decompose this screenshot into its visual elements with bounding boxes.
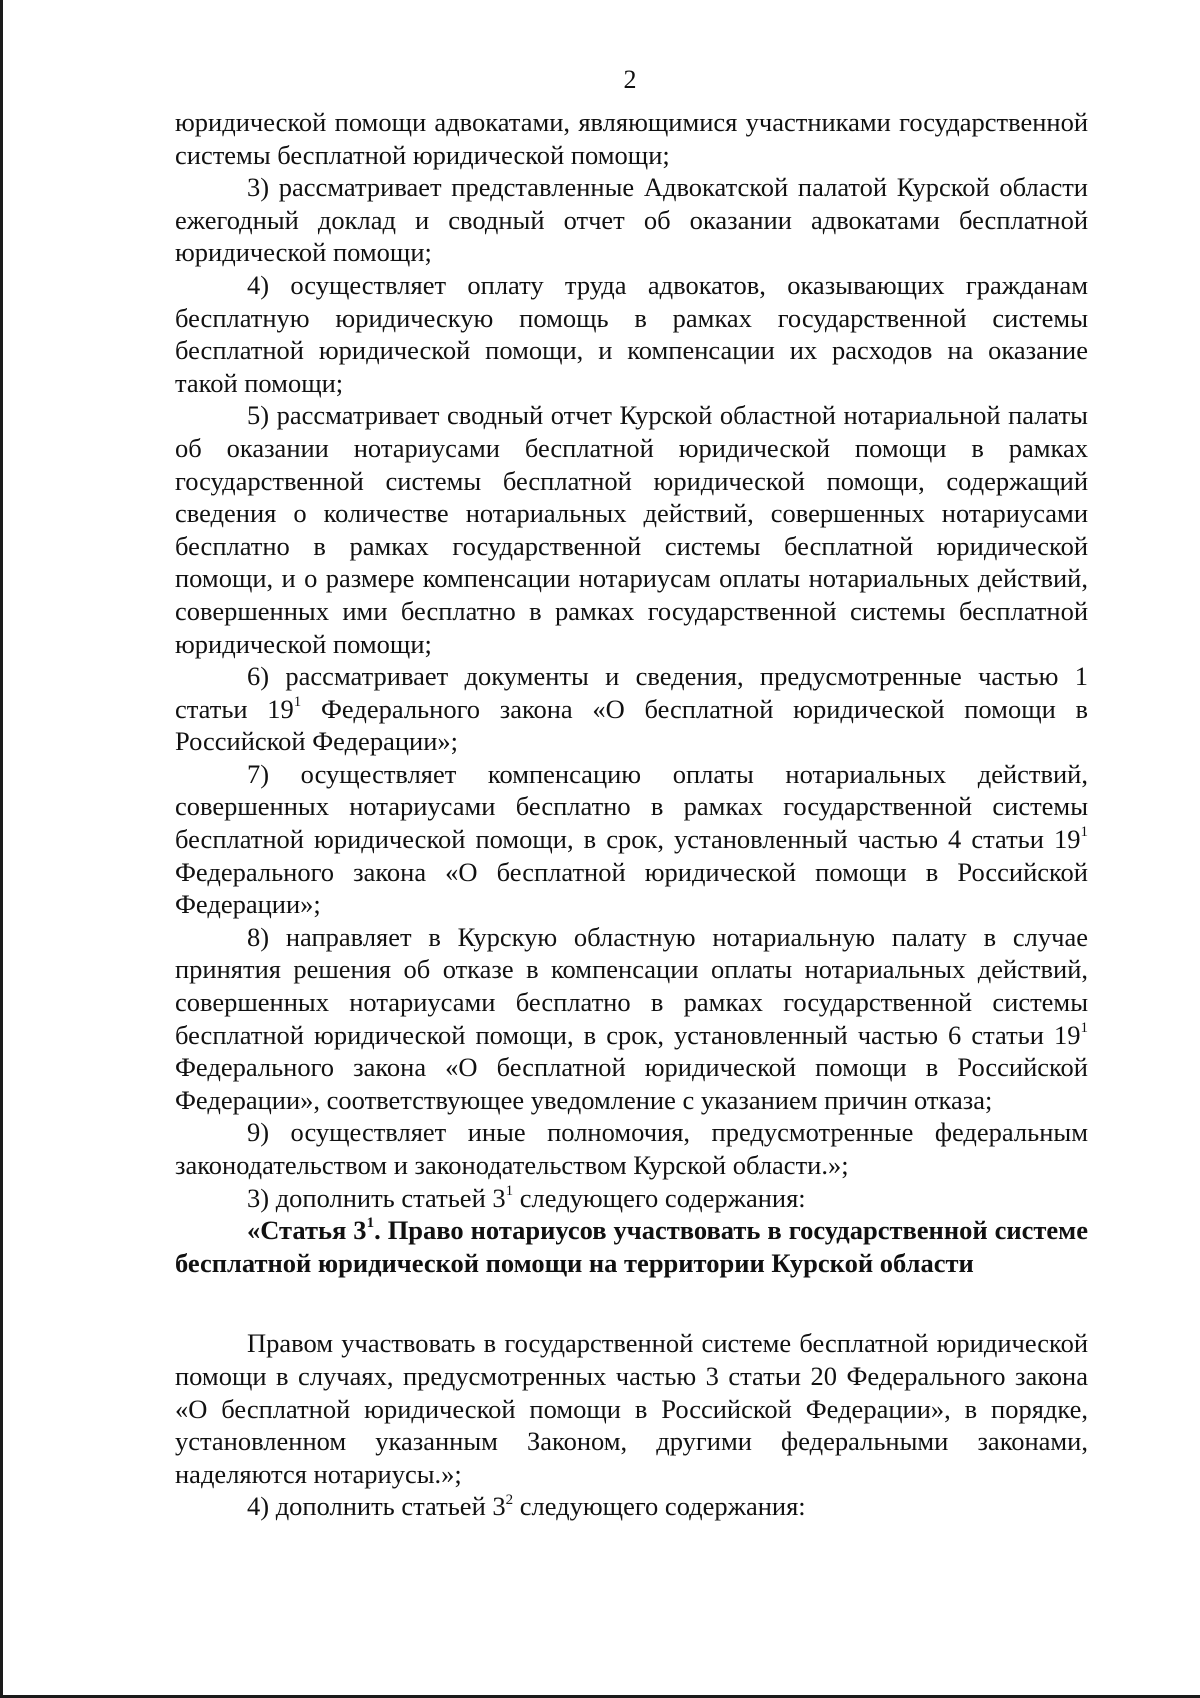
paragraph-item-3: 3) рассматривает представленные Адвокатской палатой Курской области ежегодный доклад и сводный отчет об оказании адвокатами бесплатной юридической помощи; xyxy=(175,172,1088,268)
paragraph-item-6 xyxy=(175,660,1088,758)
paragraph-text: Федерального закона «О бесплатной юридической помощи в Российской Федерации», соответствующее уведомление с указанием причин отказа; xyxy=(175,1052,1088,1115)
paragraph-item-9: 9) осуществляет иные полномочия, предусмотренные федеральным законодательством и законодательством Курской области.»; xyxy=(175,1117,1088,1180)
paragraph-item-5: 5) рассматривает сводный отчет Курской областной нотариальной палаты об оказании нотариусами бесплатной юридической помощи в рамках государственной системы бесплатной юридической помощи, содержащий сведения о количестве нотариальных действий, совершенных нотариусами бесплатно в рамках государственной системы бесплатной юридической помощи, и о размере компенсации нотариусам оплаты нотариальных действий, совершенных ими бесплатно в рамках государственной системы бесплатной юридической помощи; xyxy=(175,400,1088,659)
paragraph-text: следующего содержания: xyxy=(513,1491,806,1522)
superscript: 1 xyxy=(1080,1019,1088,1036)
paragraph-text: 4) дополнить статьей 3 xyxy=(247,1491,506,1522)
superscript: 1 xyxy=(366,1215,375,1232)
superscript: 1 xyxy=(293,693,302,710)
superscript: 2 xyxy=(505,1491,514,1508)
paragraph-amendment-3 xyxy=(175,1182,1088,1215)
paragraph-continuation: юридической помощи адвокатами, являющимися участниками государственной системы бесплатной юридической помощи; xyxy=(175,107,1088,170)
paragraph-article-body: Правом участвовать в государственной системе бесплатной юридической помощи в случаях, предусмотренных частью 3 статьи 20 Федерального закона «О бесплатной юридической помощи в Российской Федерации», в порядке, установленном указанным Законом, другими федеральными законами, наделяются нотариусы.»; xyxy=(175,1328,1088,1489)
paragraph-item-7 xyxy=(175,758,1088,921)
paragraph-amendment-4 xyxy=(175,1490,1088,1523)
paragraph-text: следующего содержания: xyxy=(513,1182,806,1213)
page-number: 2 xyxy=(623,65,637,94)
scan-edge-left xyxy=(0,0,3,1698)
superscript: 1 xyxy=(505,1182,514,1199)
paragraph-item-8 xyxy=(175,921,1088,1117)
paragraph-text: 8) направляет в Курскую областную нотариальную палату в случае принятия решения об отказе в компенсации оплаты нотариальных действий, совершенных нотариусами бесплатно в рамках государственной системы бесплатной юридической помощи, в срок, установленный частью 6 статьи 19 xyxy=(175,921,1088,1050)
document-body xyxy=(175,106,1088,1523)
heading-text: . Право нотариусов участвовать в государственной системе бесплатной юридической помощи на территории Курской области xyxy=(175,1215,1088,1278)
paragraph-text: Федерального закона «О бесплатной юридической помощи в Российской Федерации»; xyxy=(175,856,1088,920)
heading-text: «Статья 3 xyxy=(247,1215,367,1246)
paragraph-text: Федерального закона «О бесплатной юридической помощи в Российской Федерации»; xyxy=(175,693,1088,757)
superscript: 1 xyxy=(1080,824,1088,841)
paragraph-text: 7) осуществляет компенсацию оплаты нотариальных действий, совершенных нотариусами бесплатно в рамках государственной системы бесплатной юридической помощи, в срок, установленный частью 4 статьи 19 xyxy=(175,758,1088,855)
paragraph-item-4: 4) осуществляет оплату труда адвокатов, оказывающих гражданам бесплатную юридическую помощь в рамках государственной системы бесплатной юридической помощи, и компенсации их расходов на оказание такой помощи; xyxy=(175,269,1088,398)
blank-spacer xyxy=(175,1279,1088,1327)
paragraph-text: 6) рассматривает документы и сведения, предусмотренные частью 1 статьи 19 xyxy=(175,661,1088,724)
paragraph-text: 3) дополнить статьей 3 xyxy=(247,1182,506,1213)
article-heading xyxy=(175,1214,1088,1279)
